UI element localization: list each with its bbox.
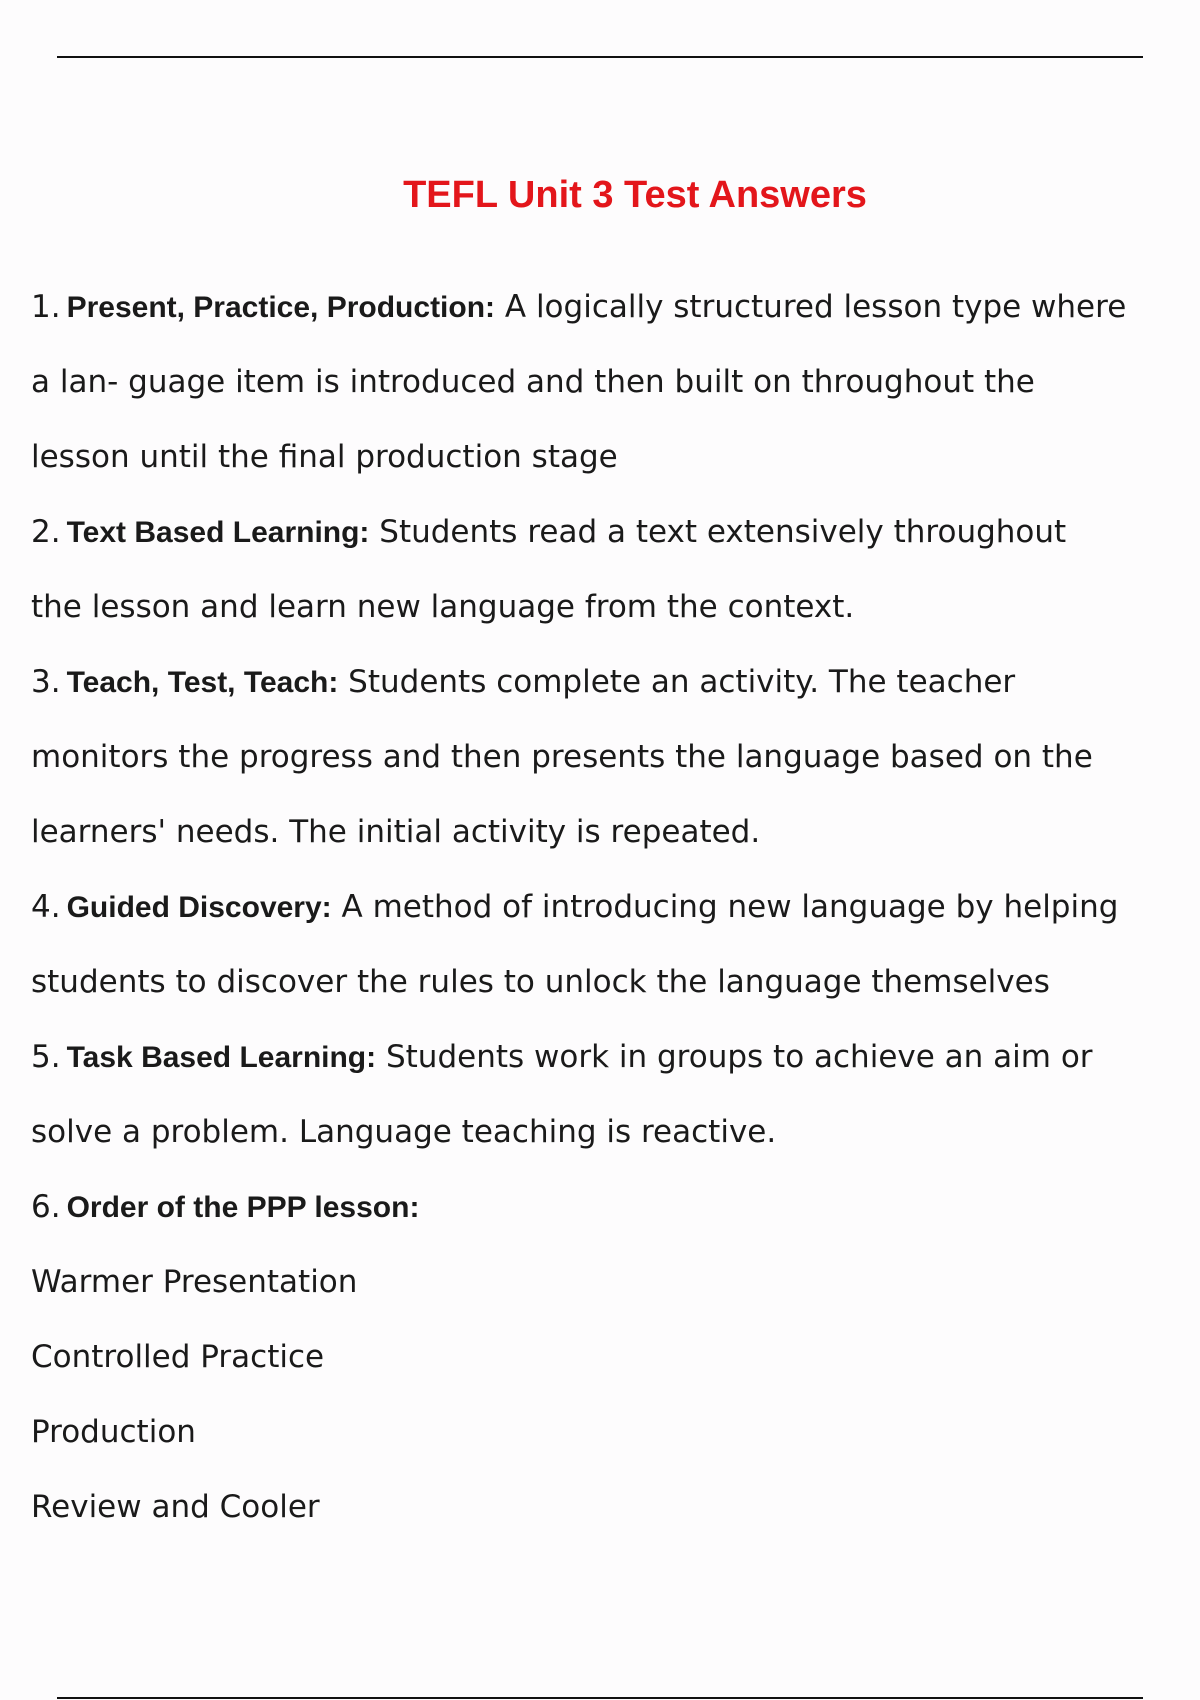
item-first-line <box>31 270 1181 345</box>
item-number: 2. <box>31 514 61 550</box>
item-text: lesson until the final production stage <box>31 439 618 475</box>
item-first-line <box>31 645 1181 720</box>
list-item <box>31 870 1181 1020</box>
item-text: A logically structured lesson type where <box>495 289 1127 325</box>
item-term: Guided Discovery: <box>66 891 332 924</box>
item-text: solve a problem. Language teaching is reactive. <box>31 1114 777 1150</box>
item-number: 3. <box>31 664 61 700</box>
item-text: a lan- guage item is introduced and then built on throughout the <box>31 364 1035 400</box>
item-text: A method of introducing new language by helping <box>331 889 1119 925</box>
ppp-step: Warmer Presentation <box>31 1264 358 1300</box>
ppp-step: Production <box>31 1414 196 1450</box>
item-text: monitors the progress and then presents the language based on the <box>31 739 1093 775</box>
item-first-line <box>31 495 1181 570</box>
item-text: Students complete an activity. The teacher <box>338 664 1016 700</box>
item-text: Students read a text extensively throughout <box>369 514 1067 550</box>
item-first-line <box>31 1020 1181 1095</box>
bottom-divider <box>57 1697 1143 1699</box>
item-term: Present, Practice, Production: <box>66 291 496 324</box>
ppp-step: Controlled Practice <box>31 1339 325 1375</box>
item-number: 1. <box>31 289 61 325</box>
page-title: TEFL Unit 3 Test Answers <box>403 174 867 216</box>
item-number: 6. <box>31 1189 61 1225</box>
item-first-line <box>31 1170 1181 1245</box>
item-term: Text Based Learning: <box>66 516 370 549</box>
item-text: Students work in groups to achieve an aim or <box>376 1039 1093 1075</box>
item-first-line <box>31 870 1181 945</box>
list-item <box>31 1020 1181 1170</box>
item-number: 5. <box>31 1039 61 1075</box>
item-text: students to discover the rules to unlock the language themselves <box>31 964 1050 1000</box>
list-item <box>31 495 1181 645</box>
item-text: learners' needs. The initial activity is repeated. <box>31 814 761 850</box>
answer-list <box>31 270 1181 1545</box>
item-number: 4. <box>31 889 61 925</box>
item-term: Teach, Test, Teach: <box>66 666 339 699</box>
item-term: Order of the PPP lesson: <box>66 1191 420 1224</box>
top-divider <box>57 56 1143 58</box>
list-item <box>31 270 1181 495</box>
item-term: Task Based Learning: <box>66 1041 377 1074</box>
list-item <box>31 645 1181 870</box>
list-item <box>31 1170 1181 1245</box>
ppp-step: Review and Cooler <box>31 1489 320 1525</box>
item-text: the lesson and learn new language from the context. <box>31 589 855 625</box>
